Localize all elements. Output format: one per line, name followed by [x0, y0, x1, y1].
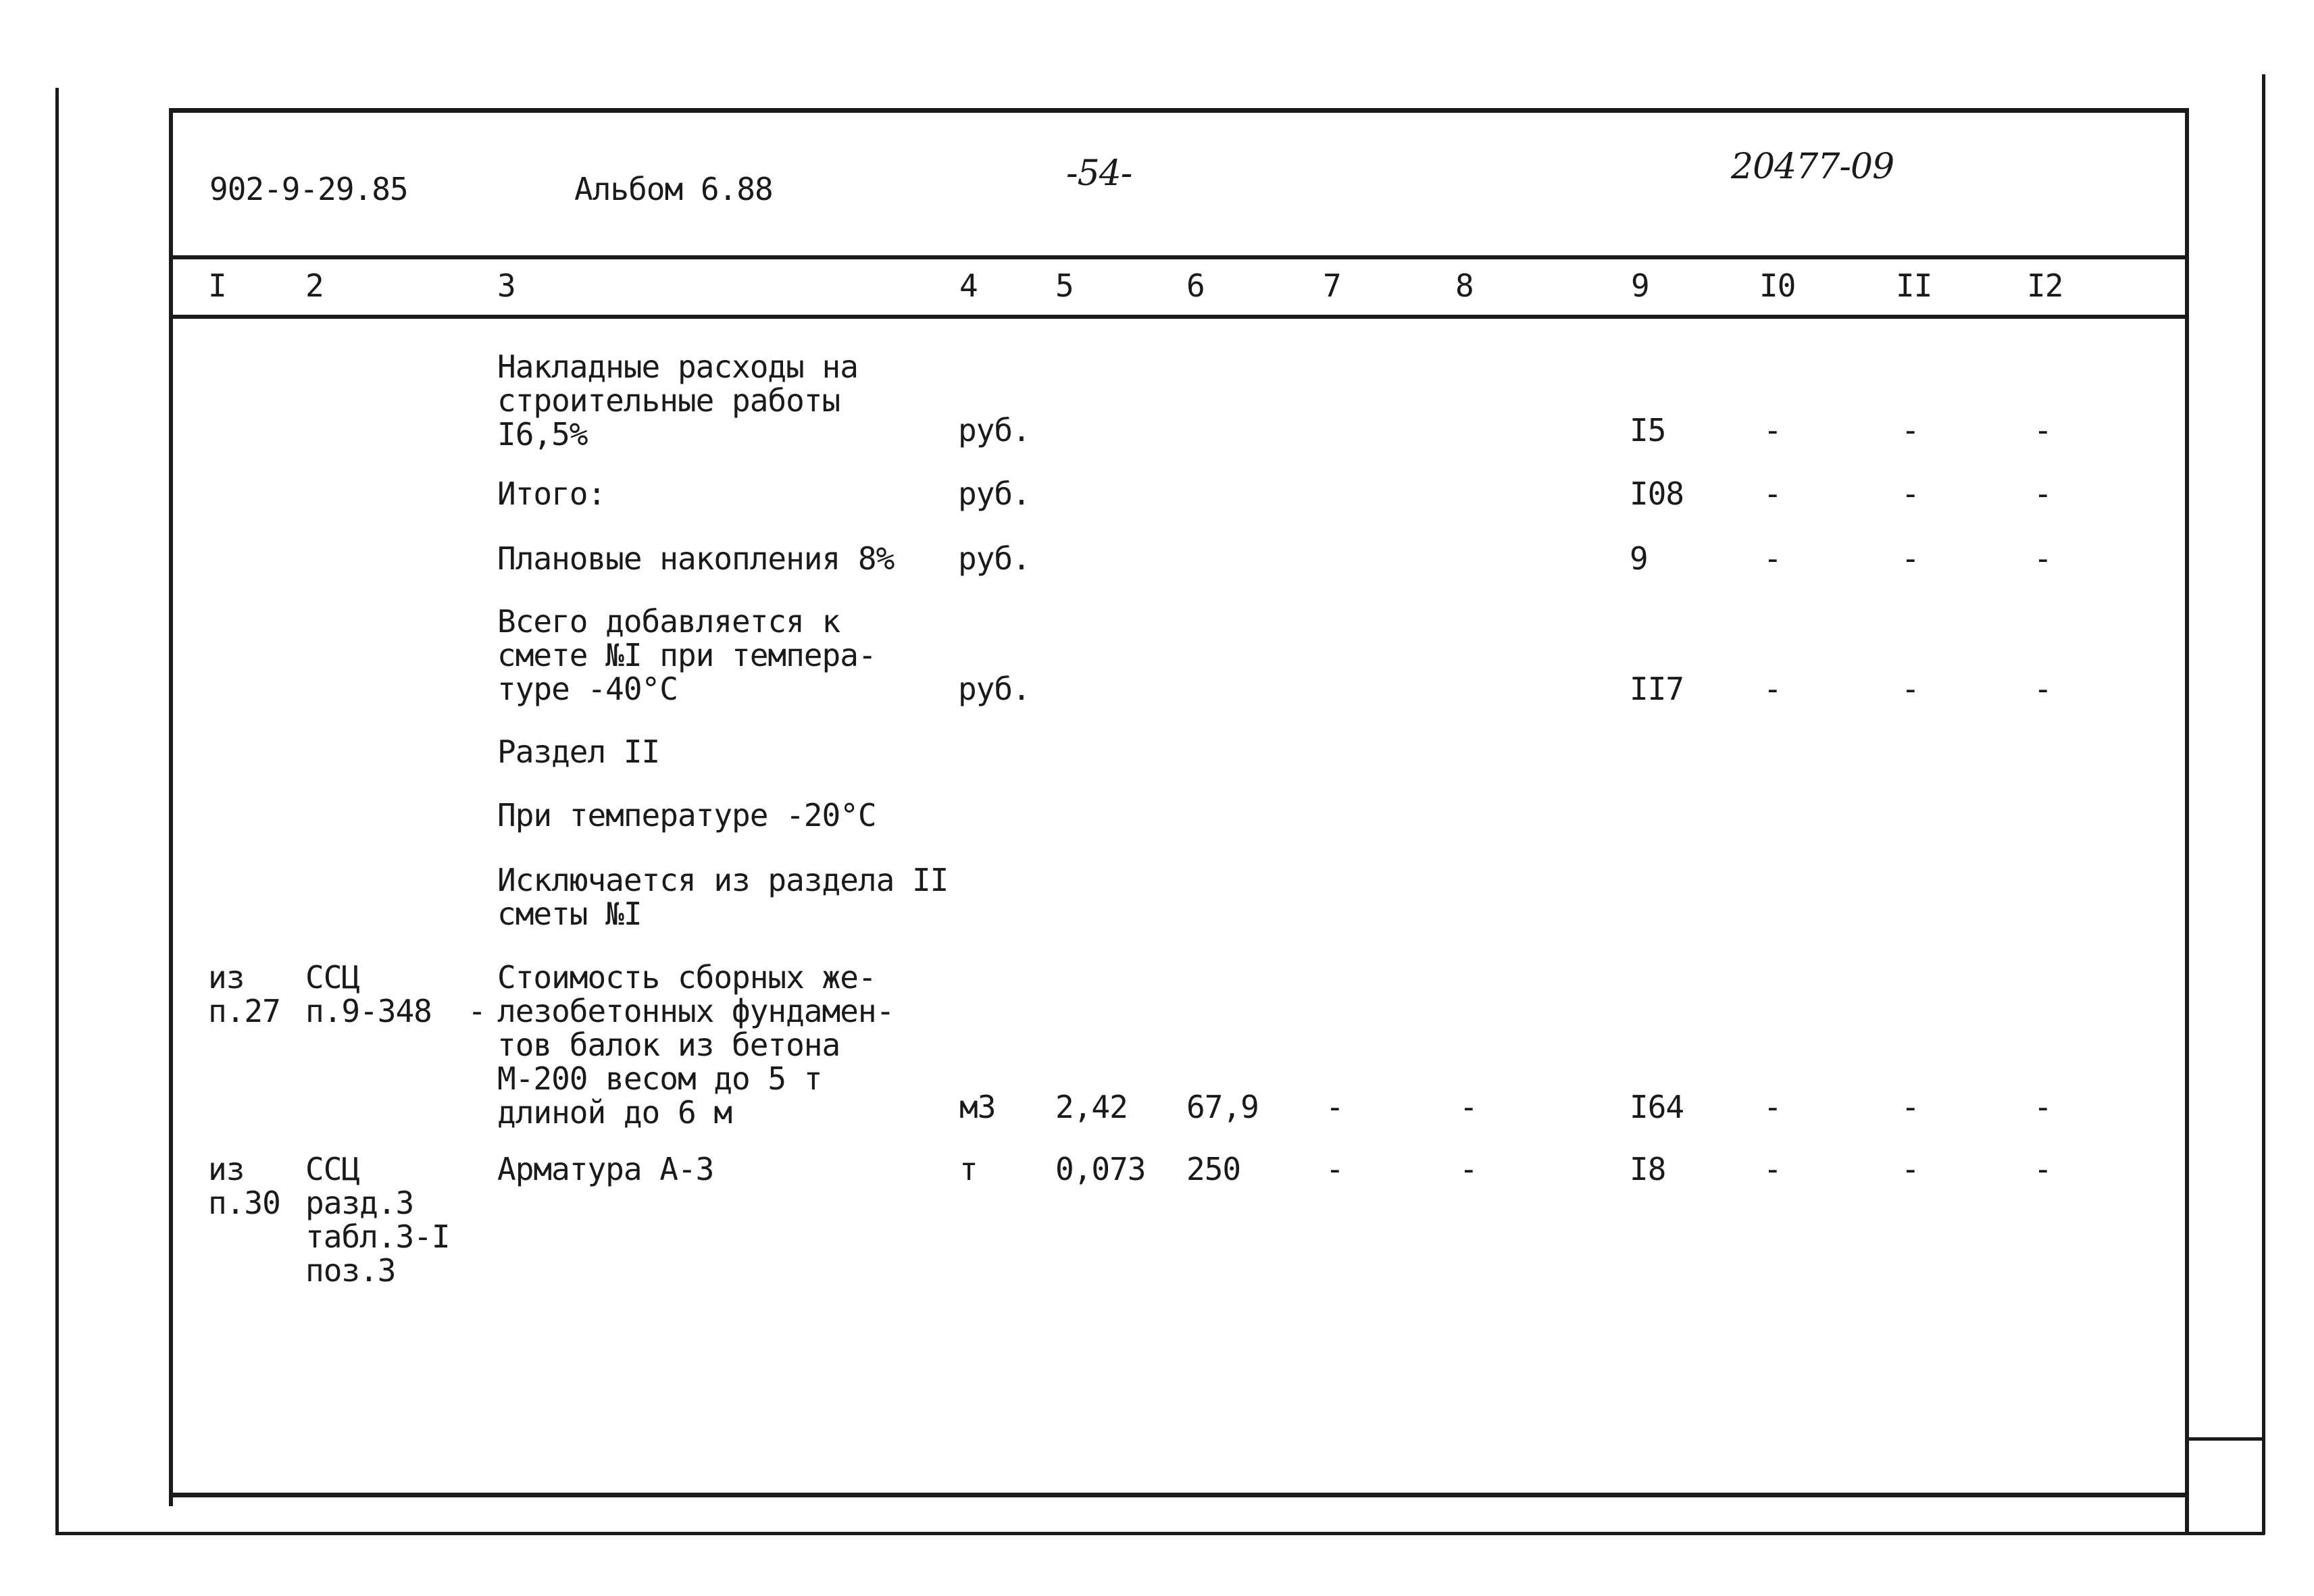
row-3-col11: -: [1901, 671, 1919, 707]
stamp-box-top: [2185, 1437, 2265, 1441]
row-0-description: Накладные расходы на строительные работы I6,5%: [497, 349, 858, 453]
row-7-unit: м3: [959, 1089, 996, 1125]
row-0-total: I5: [1630, 412, 1666, 448]
row-3-col12: -: [2034, 671, 2052, 707]
left-margin-line: [55, 88, 59, 1533]
row-7-description: Стоимость сборных же- лезобетонных фундамен- тов балок из бетона М-200 весом до 5 т длиной до 6 м: [497, 959, 895, 1131]
row-7-col8: -: [1459, 1089, 1478, 1125]
frame-bottom: [169, 1493, 2189, 1497]
row-7-col7: -: [1326, 1089, 1344, 1125]
column-number-5: 5: [1055, 267, 1074, 304]
row-7-unit-price: 67,9: [1186, 1089, 1259, 1125]
right-margin-line: [2262, 74, 2265, 1535]
column-number-11: II: [1896, 267, 1932, 304]
column-number-8: 8: [1455, 267, 1474, 304]
column-number-12: I2: [2027, 267, 2063, 304]
section-temperature: При температуре -20°С: [497, 797, 876, 833]
row-8-col12: -: [2034, 1151, 2052, 1187]
row-7-quantity: 2,42: [1055, 1089, 1128, 1125]
frame-top: [169, 108, 2189, 113]
section-heading: Раздел II: [497, 733, 660, 770]
column-number-3: 3: [497, 267, 515, 304]
row-8-col7: -: [1326, 1151, 1344, 1187]
column-number-10: I0: [1759, 267, 1796, 304]
row-8-reference: из п.30: [208, 1151, 280, 1221]
column-number-9: 9: [1631, 267, 1649, 304]
header-rule-top: [169, 255, 2189, 259]
column-number-1: I: [208, 267, 226, 304]
registration-number: 20477-09: [1731, 147, 1894, 187]
row-7-source: ССЦ п.9-348 -: [305, 959, 486, 1029]
row-8-source: ССЦ разд.3 табл.3-I поз.3: [305, 1151, 450, 1289]
row-8-col8: -: [1459, 1151, 1478, 1187]
row-8-unit-price: 250: [1186, 1151, 1241, 1187]
row-0-col11: -: [1901, 412, 1919, 448]
bottom-margin-line: [55, 1532, 2265, 1535]
row-2-col10: -: [1763, 540, 1782, 577]
row-0-col10: -: [1763, 412, 1782, 448]
row-3-description: Всего добавляется к смете №I при темпера- туре -40°С: [497, 603, 876, 707]
row-7-total: I64: [1630, 1089, 1684, 1125]
row-0-unit: руб.: [958, 412, 1030, 448]
row-8-total: I8: [1630, 1151, 1666, 1187]
frame-right: [2185, 108, 2189, 1535]
row-7-col11: -: [1901, 1089, 1919, 1125]
row-8-description: Арматура А-3: [497, 1151, 714, 1187]
row-7-col10: -: [1763, 1089, 1782, 1125]
header-rule-bottom: [169, 315, 2189, 319]
row-8-unit: т: [959, 1151, 978, 1187]
row-1-col12: -: [2034, 475, 2052, 512]
row-3-unit: руб.: [958, 671, 1030, 707]
album-label: Альбом 6.88: [574, 171, 773, 207]
row-1-col11: -: [1901, 475, 1919, 512]
row-0-col12: -: [2034, 412, 2052, 448]
column-number-2: 2: [305, 267, 324, 304]
row-7-col12: -: [2034, 1089, 2052, 1125]
row-7-reference: из п.27: [208, 959, 280, 1029]
row-1-total: I08: [1630, 475, 1684, 512]
column-number-4: 4: [959, 267, 978, 304]
row-3-col10: -: [1763, 671, 1782, 707]
row-1-description: Итого:: [497, 475, 606, 512]
column-number-7: 7: [1323, 267, 1341, 304]
row-2-col11: -: [1901, 540, 1919, 577]
page-number: -54-: [1066, 153, 1132, 194]
row-2-description: Плановые накопления 8%: [497, 540, 895, 577]
row-2-col12: -: [2034, 540, 2052, 577]
row-8-quantity: 0,073: [1055, 1151, 1146, 1187]
row-8-col11: -: [1901, 1151, 1919, 1187]
row-2-unit: руб.: [958, 540, 1030, 577]
section-exclusion-note: Исключается из раздела II сметы №I: [497, 862, 949, 932]
row-8-col10: -: [1763, 1151, 1782, 1187]
row-1-unit: руб.: [958, 475, 1030, 512]
row-2-total: 9: [1630, 540, 1648, 577]
column-number-6: 6: [1186, 267, 1205, 304]
row-1-col10: -: [1763, 475, 1782, 512]
doc-code: 902-9-29.85: [209, 171, 408, 207]
row-3-total: II7: [1630, 671, 1684, 707]
